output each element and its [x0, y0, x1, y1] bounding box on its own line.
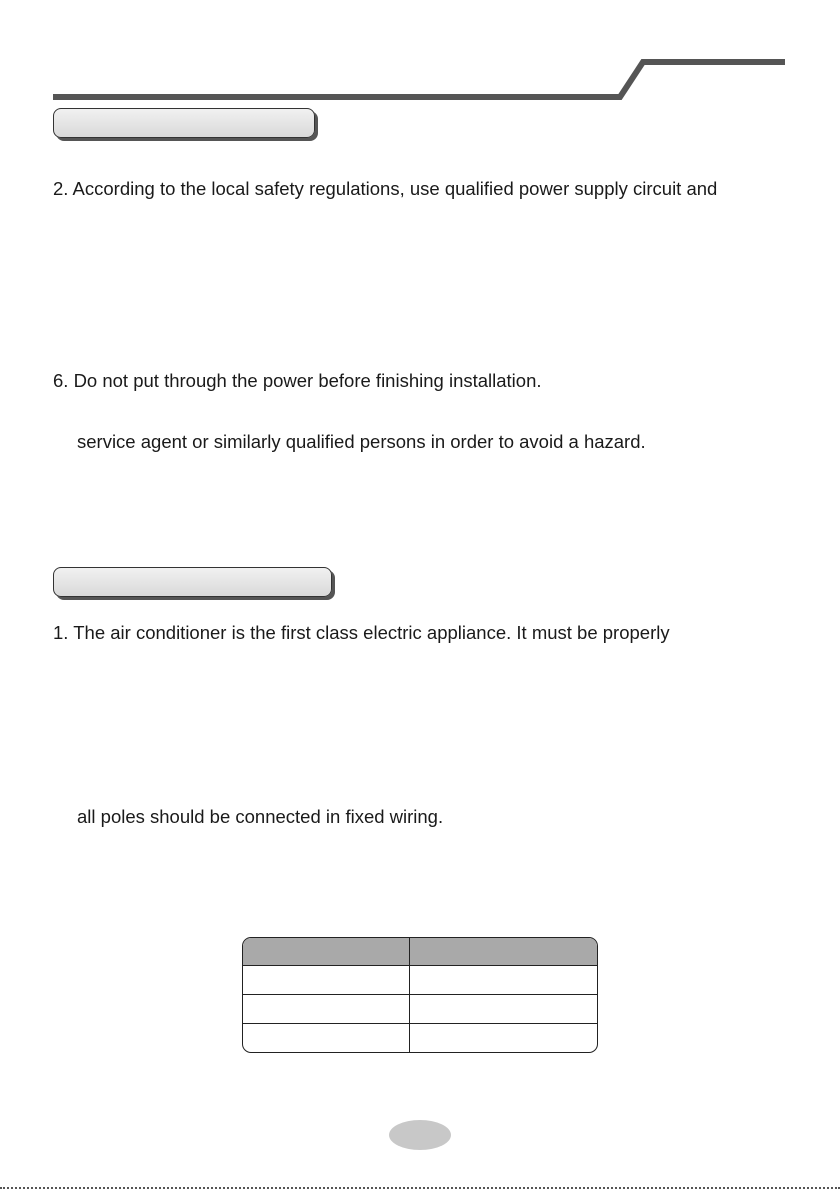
table-cell: [243, 1024, 410, 1052]
paragraph-line: service agent or similarly qualified persons in order to avoid a hazard.: [77, 431, 646, 452]
paragraph-line: 1. The air conditioner is the first class electric appliance. It must be properly: [53, 622, 670, 643]
table-header-row: [243, 938, 597, 966]
table-header-cell: [410, 938, 597, 966]
paragraph-line: 6. Do not put through the power before finishing installation.: [53, 370, 542, 391]
footer-dotted-rule: [0, 1187, 840, 1189]
table-cell: [243, 995, 410, 1024]
table-cell: [410, 966, 597, 995]
paragraph-line: all poles should be connected in fixed wiring.: [77, 806, 444, 827]
table-header-cell: [243, 938, 410, 966]
section-heading-tab: [53, 108, 315, 138]
header-rule: [0, 0, 840, 110]
table-row: [243, 1024, 597, 1052]
spec-table: [242, 937, 598, 1053]
section-heading-tab: [53, 567, 332, 597]
table-row: [243, 995, 597, 1024]
page-number-badge: [389, 1120, 451, 1150]
table-row: [243, 966, 597, 995]
paragraph-line: 2. According to the local safety regulations, use qualified power supply circuit and: [53, 178, 718, 199]
table-cell: [243, 966, 410, 995]
table-cell: [410, 1024, 597, 1052]
table-cell: [410, 995, 597, 1024]
